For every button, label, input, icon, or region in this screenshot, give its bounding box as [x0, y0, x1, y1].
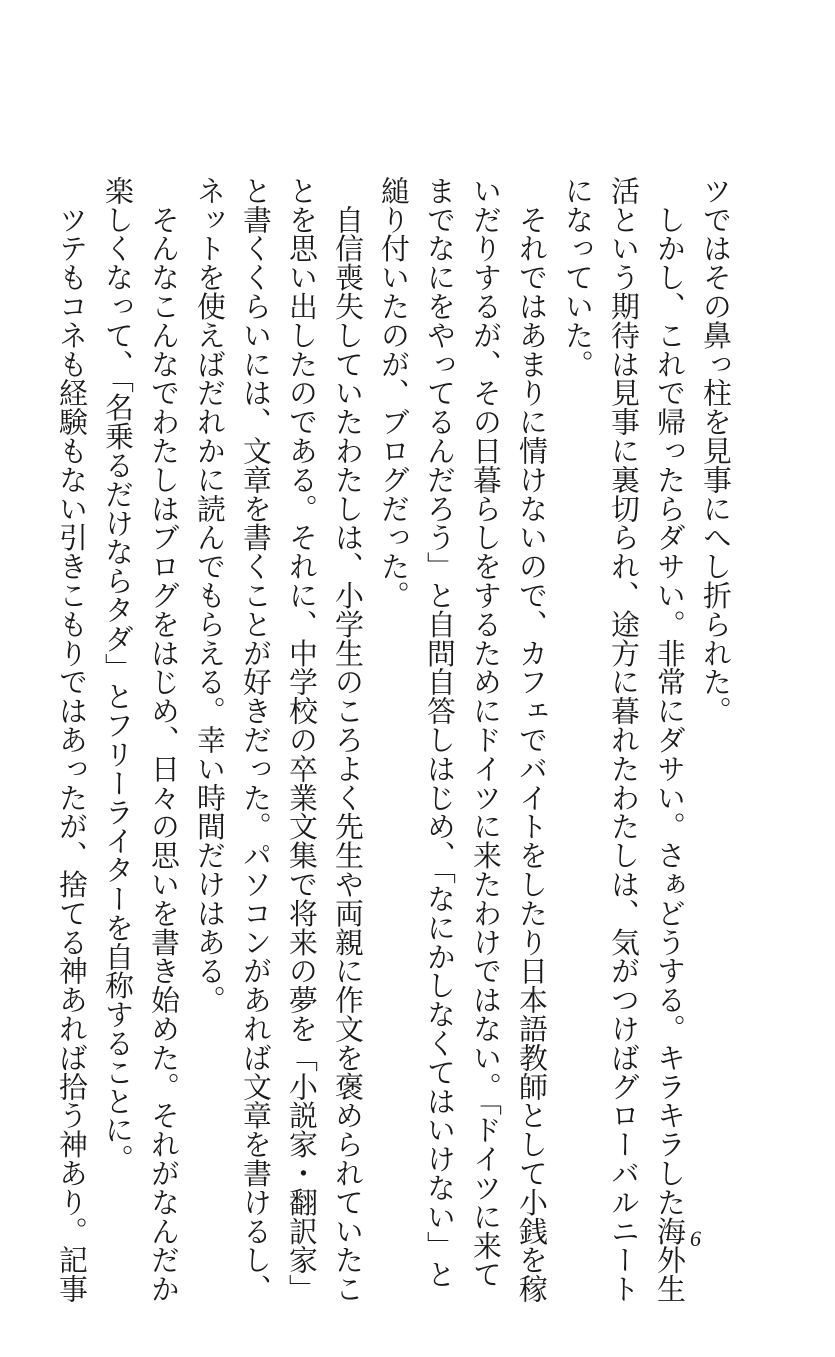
- text-line: しかし、これで帰ったらダサい。非常にダサい。さぁどうする。キラキラした海外生: [653, 176, 687, 1304]
- page-number: 6: [690, 1226, 701, 1251]
- text-line: それではあまりに情けないので、カフェでバイトをしたり日本語教師として小銭を稼: [515, 176, 549, 1304]
- text-line: 自信喪失していたわたしは、小学生のころよく先生や両親に作文を褒められていたこ: [331, 176, 365, 1304]
- text-line: になっていた。: [561, 176, 595, 379]
- text-line: そんなこんなでわたしはブログをはじめ、日々の思いを書き始めた。それがなんだか: [147, 176, 181, 1304]
- text-line: までなにをやってるんだろう」と自問自答しはじめ、「なにかしなくてはいけない」と: [423, 176, 457, 1289]
- text-line: とを思い出したのである。それに、中学校の卒業文集で将来の夢を「小説家・翻訳家」: [285, 176, 319, 1304]
- text-line: ネットを使えばだれかに読んでもらえる。幸い時間だけはある。: [193, 176, 227, 1015]
- text-line: 縋り付いたのが、ブログだった。: [377, 176, 411, 610]
- text-line: ツテもコネも経験もない引きこもりではあったが、捨てる神あれば拾う神あり。記事: [55, 176, 89, 1304]
- text-line: いだりするが、その日暮らしをするためにドイツに来たわけではない。「ドイツに来て: [469, 176, 503, 1289]
- vertical-body-text: [49, 176, 739, 1304]
- text-line: 活という期待は見事に裏切られ、途方に暮れたわたしは、気がつけばグローバルニート: [607, 176, 641, 1304]
- text-line: 楽しくなって、「名乗るだけならタダ」とフリーライターを自称することに。: [101, 176, 135, 1174]
- text-line: ツではその鼻っ柱を見事にへし折られた。: [699, 176, 733, 726]
- text-line: と書くくらいには、文章を書くことが好きだった。パソコンがあれば文章を書けるし、: [239, 176, 273, 1304]
